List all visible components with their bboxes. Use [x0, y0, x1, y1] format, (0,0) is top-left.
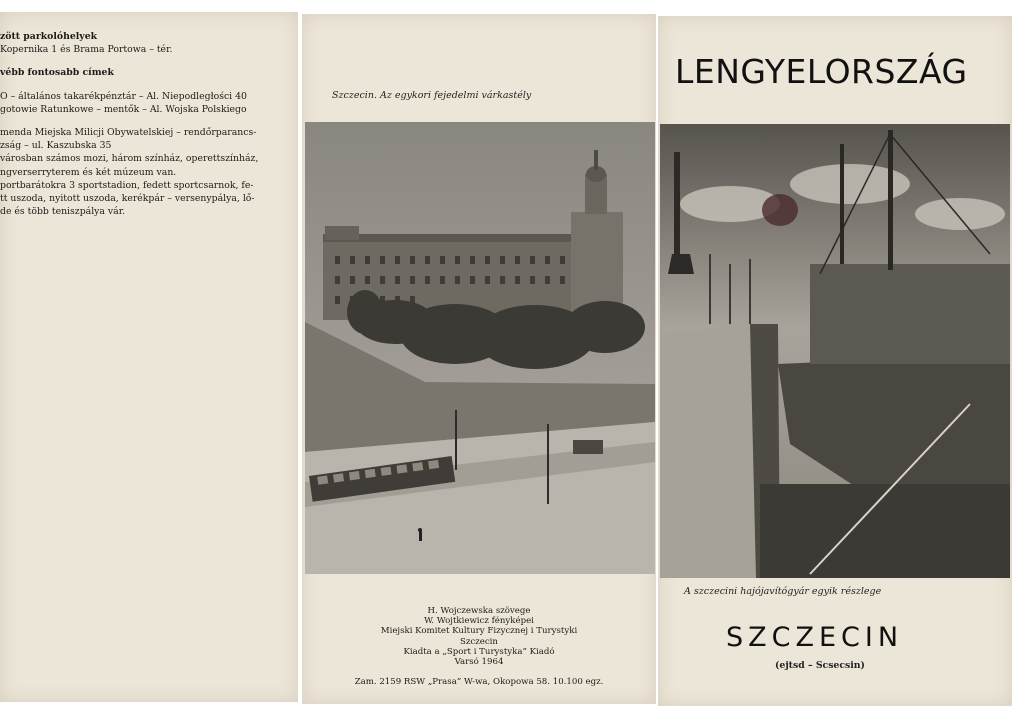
credit-line: Varsó 1964 — [454, 657, 504, 668]
left-line: gotowie Ratunkowe – mentők – Al. Wojska Polskiego — [0, 103, 247, 115]
left-line: portbarátokra 3 sportstadion, fedett sportcsarnok, fe- — [0, 179, 254, 191]
pronunciation-note: (ejtsd – Scsecsin) — [775, 660, 865, 671]
left-gap — [0, 80, 292, 90]
credit-line: Miejski Komitet Kultury Fizycznej i Turystyki — [380, 626, 578, 637]
shipyard-photo-caption: A szczecini hajójavítógyár egyik részlege — [684, 586, 882, 597]
credit-line: Kiadta a „Sport i Turystyka” Kiadó — [403, 646, 555, 657]
city-name: SZCZECIN — [726, 622, 904, 653]
shipyard-photo — [660, 124, 1010, 578]
left-gap — [0, 56, 292, 66]
castle-photo-caption: Szczecin. Az egykori fejedelmi várkastély — [332, 90, 532, 101]
left-line: O – általános takarékpénztár – Al. Niepodległości 40 — [0, 90, 247, 102]
castle-photo — [305, 122, 655, 574]
left-line: tt uszoda, nyitott uszoda, kerékpár – versenypálya, lő- — [0, 193, 255, 205]
shipyard-illustration — [660, 124, 1010, 578]
credit-line: Szczecin — [460, 636, 498, 647]
left-line: zött parkolóhelyek — [0, 31, 98, 42]
country-title: LENGYELORSZÁG — [675, 52, 968, 91]
left-line: de és több teniszpálya vár. — [0, 206, 126, 218]
castle-illustration — [305, 122, 655, 574]
credit-line: H. Wojczewska szövege — [427, 606, 531, 616]
left-line: Kopernika 1 és Brama Portowa – tér. — [0, 44, 173, 56]
credit-line: W. Wojtkiewicz fényképei — [424, 616, 534, 627]
credits-block — [302, 606, 656, 687]
left-line: városban számos mozi, három színház, operettszínház, — [0, 153, 259, 165]
left-panel-text — [0, 30, 292, 218]
print-info: Zam. 2159 RSW „Prasa” W-wa, Okopowa 58. 10.100 egz. — [354, 677, 604, 688]
left-line: vébb fontosabb címek — [0, 67, 114, 79]
left-gap — [0, 116, 292, 126]
left-line: zság – ul. Kaszubska 35 — [0, 140, 112, 152]
left-line: ngverserryterem és két múzeum van. — [0, 166, 177, 178]
left-line: menda Miejska Milicji Obywatelskiej – rendőrparancs- — [0, 127, 257, 139]
